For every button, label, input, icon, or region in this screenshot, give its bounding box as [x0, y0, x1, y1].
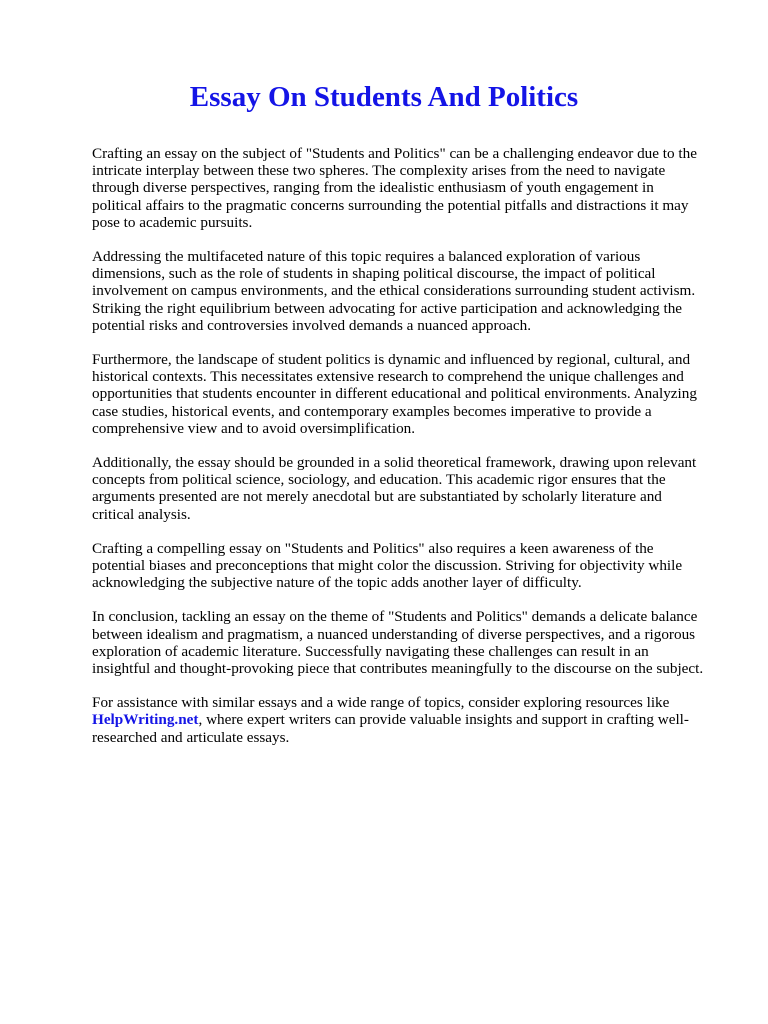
- page-title: Essay On Students And Politics: [189, 81, 579, 113]
- paragraph-2: Addressing the multifaceted nature of this topic requires a balanced exploration of various dimensions, such as the role of students in shaping political discourse, the impact of political involvement on campus environments, and the ethical considerations surrounding student activism. Striking the right equilibrium between advocating for active participation and acknowledging the potential risks and controversies involved demands a nuanced approach.: [92, 248, 696, 334]
- closing-text-after-link: , where expert writers can provide valuable insights and support in crafting well-researched and articulate essays.: [92, 711, 689, 746]
- helpwriting-link[interactable]: HelpWriting.net: [92, 711, 199, 729]
- paragraph-3: Furthermore, the landscape of student politics is dynamic and influenced by regional, cultural, and historical contexts. This necessitates extensive research to comprehend the unique challenges and opportunities that students encounter in different educational and political environments. Analyzing case studies, historical events, and contemporary examples becomes imperative to provide a comprehensive view and to avoid oversimplification.: [92, 351, 697, 437]
- essay-body: [92, 145, 704, 763]
- paragraph-6: In conclusion, tackling an essay on the theme of "Students and Politics" demands a delicate balance between idealism and pragmatism, a nuanced understanding of diverse perspectives, and a rigorous exploration of academic literature. Successfully navigating these challenges can result in an insightful and thought-provoking piece that contributes meaningfully to the discourse on the subject.: [92, 608, 704, 678]
- paragraph-1: Crafting an essay on the subject of "Students and Politics" can be a challenging endeavor due to the intricate interplay between these two spheres. The complexity arises from the need to navigate through diverse perspectives, ranging from the idealistic enthusiasm of youth engagement in political affairs to the pragmatic concerns surrounding the potential pitfalls and distractions it may pose to academic pursuits.: [92, 145, 697, 231]
- closing-text-before-link: For assistance with similar essays and a wide range of topics, consider exploring resources like: [92, 694, 670, 712]
- paragraph-5: Crafting a compelling essay on "Students and Politics" also requires a keen awareness of the potential biases and preconceptions that might color the discussion. Striving for objectivity while acknowledging the subjective nature of the topic adds another layer of difficulty.: [92, 539, 683, 592]
- closing-paragraph: [92, 694, 704, 746]
- paragraph-4: Additionally, the essay should be grounded in a solid theoretical framework, drawing upon relevant concepts from political science, sociology, and education. This academic rigor ensures that the arguments presented are not merely anecdotal but are substantiated by scholarly literature and critical analysis.: [92, 454, 697, 523]
